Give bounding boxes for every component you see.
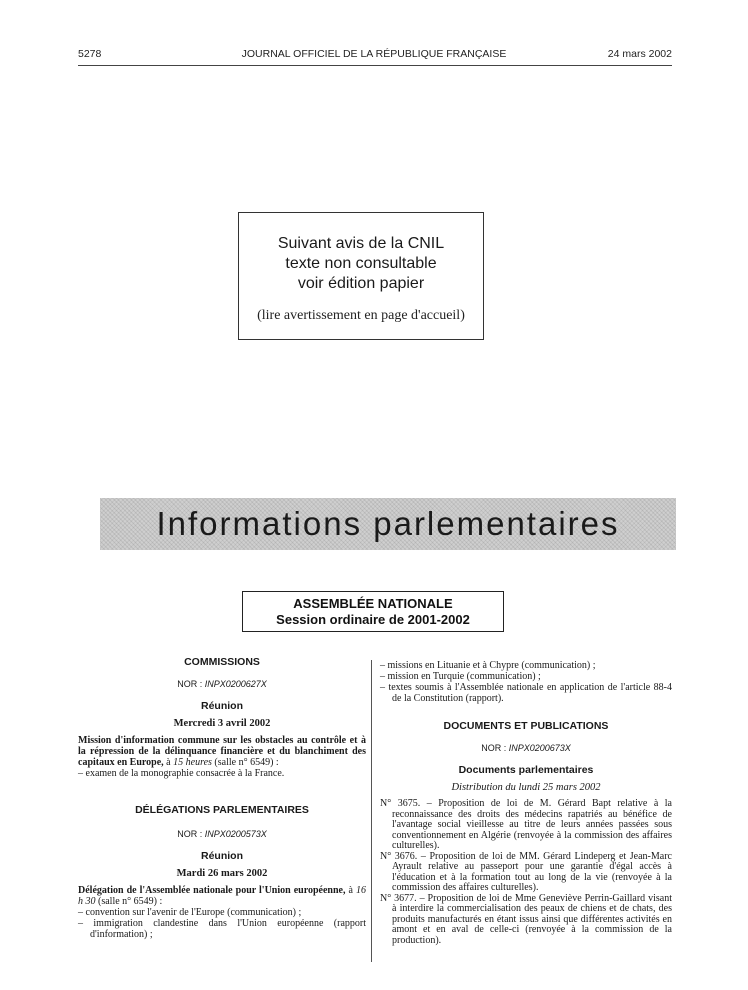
cnil-notice-line1: Suivant avis de la CNIL — [277, 235, 445, 252]
section-banner-title: Informations parlementaires — [156, 505, 620, 542]
assembly-name: ASSEMBLÉE NATIONALE — [293, 596, 453, 611]
list-item: – examen de la monographie consacrée à la France. — [78, 768, 285, 779]
list-item: – mission en Turquie (communication) ; — [380, 671, 541, 682]
assembly-session: Session ordinaire de 2001-2002 — [276, 612, 470, 627]
commissions-date: Mercredi 3 avril 2002 — [173, 718, 271, 729]
left-column — [78, 657, 366, 940]
delegations-nor — [78, 829, 366, 840]
commissions-mission — [78, 735, 366, 768]
delegations-heading: DÉLÉGATIONS PARLEMENTAIRES — [135, 804, 309, 816]
delegations-reunion: Réunion — [201, 850, 243, 862]
page-number: 5278 — [78, 48, 102, 60]
delegation-time: 16 h 30 — [78, 885, 367, 907]
list-item: – missions en Lituanie et à Chypre (communication) ; — [380, 660, 596, 671]
delegation-intro — [78, 885, 366, 907]
journal-title: JOURNAL OFFICIEL DE LA RÉPUBLIQUE FRANÇAISE — [241, 48, 507, 60]
delegations-date: Mardi 26 mars 2002 — [176, 868, 268, 879]
cnil-notice-box — [238, 212, 484, 340]
mission-time: 15 heures — [173, 757, 212, 768]
delegation-title: Délégation de l'Assemblée nationale pour l'Union européenne, — [78, 885, 346, 896]
cnil-notice-line2: texte non consultable — [285, 255, 437, 272]
nor-label: NOR : — [177, 679, 203, 689]
distribution-date: Distribution du lundi 25 mars 2002 — [451, 782, 601, 793]
commissions-reunion: Réunion — [201, 700, 243, 712]
documents-heading: DOCUMENTS ET PUBLICATIONS — [443, 720, 609, 732]
mission-title: Mission d'information commune sur les obstacles au contrôle et à la répression de la délinquance financière et du blanchiment des capitaux en Europe, — [78, 735, 366, 768]
delegation-room: (salle n° 6549) : — [98, 896, 163, 907]
cnil-notice-line3: voir édition papier — [297, 275, 425, 292]
column-divider — [371, 660, 372, 962]
nor-code: INPX0200573X — [204, 829, 267, 839]
commissions-nor — [78, 679, 366, 690]
list-item: – immigration clandestine dans l'Union européenne (rapport d'information) ; — [78, 918, 366, 940]
nor-label: NOR : — [481, 743, 507, 753]
document-entry: N° 3676. – Proposition de loi de MM. Gérard Lindeperg et Jean-Marc Ayrault relative au passeport pour une garantie d'égal accès à l'éducation et à la formation tout au long de la vie (renvoyée à la commission des affaires culturelles). — [380, 850, 672, 893]
mission-at: à — [166, 757, 171, 768]
list-item: – textes soumis à l'Assemblée nationale en application de l'article 88-4 de la Constitution (rapport). — [380, 682, 672, 704]
cnil-notice-note: (lire avertissement en page d'accueil) — [257, 308, 465, 323]
nor-code: INPX0200673X — [508, 743, 571, 753]
nor-code: INPX0200627X — [204, 679, 267, 689]
document-entry: N° 3677. – Proposition de loi de Mme Geneviève Perrin-Gaillard visant à interdire la commercialisation des peaux de chiens et de chats, des produits manufacturés en étant issus ainsi que différentes activités en amont et en aval de celle-ci (renvoyée à la commission de la production). — [380, 892, 672, 946]
right-column — [380, 660, 672, 946]
nor-label: NOR : — [177, 829, 203, 839]
assembly-box — [242, 591, 504, 632]
documents-nor — [380, 743, 672, 754]
commissions-heading: COMMISSIONS — [184, 656, 260, 668]
issue-date: 24 mars 2002 — [607, 48, 672, 60]
document-entry: N° 3675. – Proposition de loi de M. Gérard Bapt relative à la reconnaissance des droits des médecins rapatriés au bénéfice de l'avantage social vieillesse au titre de leurs années passées sous conventionnement en Algérie (renvoyée à la commission des affaires culturelles). — [380, 798, 672, 851]
mission-room: (salle n° 6549) : — [214, 757, 279, 768]
list-item: – convention sur l'avenir de l'Europe (communication) ; — [78, 907, 302, 918]
documents-subheading: Documents parlementaires — [458, 764, 594, 776]
delegation-at: à — [348, 885, 353, 896]
header-divider — [78, 65, 672, 66]
